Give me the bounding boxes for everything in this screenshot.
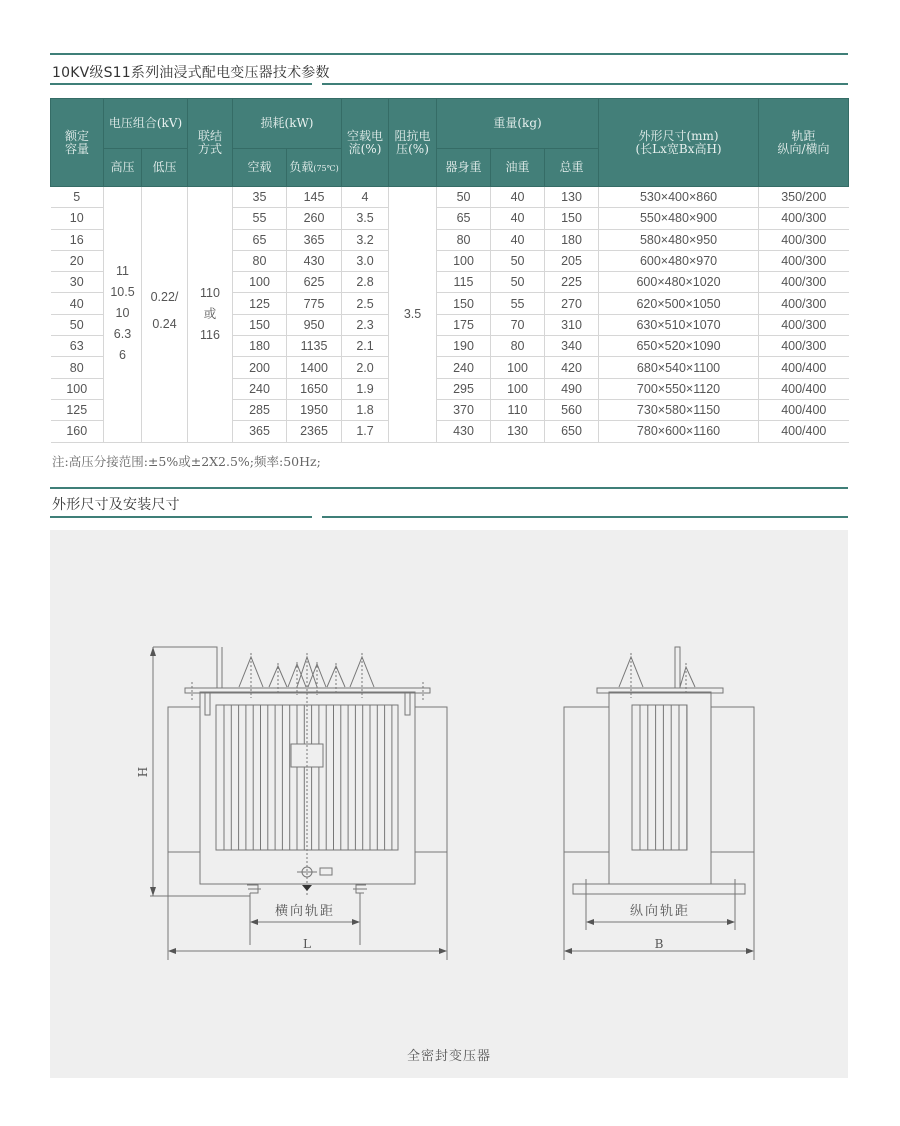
section1-bottom-rule-right — [322, 83, 848, 85]
section2-title: 外形尺寸及安装尺寸 — [52, 497, 180, 513]
header-no-load-current — [342, 99, 389, 187]
cell-body-weight: 65 — [437, 208, 491, 229]
cell-rail: 400/300 — [759, 293, 849, 314]
header-loss: 损耗(kW) — [233, 99, 342, 149]
cell-capacity: 30 — [51, 272, 104, 293]
installation-drawing — [50, 530, 848, 1078]
cell-hv-voltages — [104, 187, 142, 443]
connection-value: 或 — [203, 306, 217, 321]
cell-no-load-loss: 80 — [233, 250, 287, 271]
cell-no-load-loss: 125 — [233, 293, 287, 314]
cell-body-weight: 295 — [437, 378, 491, 399]
front-valve-label — [320, 868, 332, 875]
side-bushing — [680, 667, 695, 687]
footnote: 注:高压分接范围:±5%或±2X2.5%;频率:50Hz; — [52, 454, 321, 469]
cell-dimensions: 650×520×1090 — [599, 336, 759, 357]
header-rail-label: 轨距 — [791, 128, 816, 143]
header-impedance-label: 阻抗电 压(%) — [394, 128, 431, 156]
spec-table-body — [51, 187, 849, 443]
cell-rail: 350/200 — [759, 187, 849, 208]
header-connection — [188, 99, 233, 187]
cell-load-loss: 145 — [287, 187, 342, 208]
front-wheel-right — [353, 885, 367, 893]
table-row — [51, 187, 849, 208]
side-tank — [609, 692, 711, 884]
cell-oil-weight: 40 — [491, 229, 545, 250]
header-impedance — [389, 99, 437, 187]
side-rail-base — [573, 884, 745, 894]
hv-voltage-value: 6.3 — [113, 327, 132, 341]
front-fins — [224, 705, 392, 850]
cell-impedance: 3.5 — [389, 187, 437, 443]
front-right-radiator — [415, 707, 447, 852]
cell-total-weight: 270 — [545, 293, 599, 314]
cell-no-load-current: 2.3 — [342, 314, 389, 335]
section1-title: 10KV级S11系列油浸式配电变压器技术参数 — [52, 65, 330, 81]
front-centerlines — [192, 653, 423, 895]
cell-dimensions: 700×550×1120 — [599, 378, 759, 399]
cell-rail: 400/400 — [759, 421, 849, 442]
cell-capacity: 5 — [51, 187, 104, 208]
cell-total-weight: 490 — [545, 378, 599, 399]
cell-no-load-current: 1.7 — [342, 421, 389, 442]
front-tank — [200, 692, 415, 884]
cell-capacity: 20 — [51, 250, 104, 271]
cell-total-weight: 150 — [545, 208, 599, 229]
header-body-weight: 器身重 — [437, 149, 491, 187]
hv-voltage-value: 6 — [119, 348, 126, 362]
header-no-load-current-label: 空载电 流(%) — [347, 128, 384, 156]
cell-no-load-loss: 55 — [233, 208, 287, 229]
front-wheel-left — [247, 885, 261, 893]
cell-load-loss: 1650 — [287, 378, 342, 399]
front-ground-mark — [302, 885, 312, 891]
cell-no-load-current: 4 — [342, 187, 389, 208]
cell-capacity: 160 — [51, 421, 104, 442]
cell-no-load-current: 2.1 — [342, 336, 389, 357]
cell-load-loss: 365 — [287, 229, 342, 250]
cell-total-weight: 205 — [545, 250, 599, 271]
cell-body-weight: 50 — [437, 187, 491, 208]
cell-capacity: 80 — [51, 357, 104, 378]
cell-load-loss: 1400 — [287, 357, 342, 378]
cell-total-weight: 420 — [545, 357, 599, 378]
cell-capacity: 16 — [51, 229, 104, 250]
cell-connection — [188, 187, 233, 443]
header-lv: 低压 — [142, 149, 188, 187]
cell-rail: 400/300 — [759, 250, 849, 271]
cell-oil-weight: 40 — [491, 187, 545, 208]
hv-voltage-value: 10.5 — [110, 285, 135, 299]
cell-total-weight: 225 — [545, 272, 599, 293]
cell-load-loss: 625 — [287, 272, 342, 293]
header-dimensions-label: 外形尺寸(mm) — [638, 128, 719, 143]
side-right-radiator — [711, 707, 754, 852]
header-load-loss-sub: (75℃) — [313, 163, 339, 173]
cell-body-weight: 100 — [437, 250, 491, 271]
cell-load-loss: 260 — [287, 208, 342, 229]
side-fins — [640, 705, 687, 850]
section2-bottom-rule-right — [322, 516, 848, 518]
cell-body-weight: 430 — [437, 421, 491, 442]
label-l: L — [303, 937, 311, 951]
cell-no-load-current: 2.5 — [342, 293, 389, 314]
section1-top-rule — [50, 53, 848, 55]
header-connection-label: 联结 方式 — [197, 128, 222, 156]
cell-no-load-current: 2.0 — [342, 357, 389, 378]
cell-rail: 400/400 — [759, 357, 849, 378]
cell-rail: 400/400 — [759, 399, 849, 420]
front-lug-left — [205, 693, 210, 715]
cell-capacity: 125 — [51, 399, 104, 420]
cell-no-load-current: 3.2 — [342, 229, 389, 250]
cell-capacity: 100 — [51, 378, 104, 399]
header-oil-weight: 油重 — [491, 149, 545, 187]
cell-body-weight: 80 — [437, 229, 491, 250]
cell-total-weight: 650 — [545, 421, 599, 442]
front-pipe — [153, 647, 217, 688]
header-dimensions-sub: (长Lx宽Bx高H) — [635, 141, 722, 156]
front-nameplate — [291, 744, 323, 767]
cell-load-loss: 1950 — [287, 399, 342, 420]
cell-load-loss: 1135 — [287, 336, 342, 357]
hv-voltage-value: 10 — [115, 306, 130, 320]
cell-body-weight: 115 — [437, 272, 491, 293]
label-h: H — [136, 766, 150, 778]
hv-voltage-value: 11 — [116, 264, 129, 278]
cell-dimensions: 630×510×1070 — [599, 314, 759, 335]
front-left-radiator — [168, 707, 200, 852]
cell-oil-weight: 70 — [491, 314, 545, 335]
cell-no-load-loss: 285 — [233, 399, 287, 420]
cell-total-weight: 310 — [545, 314, 599, 335]
cell-no-load-loss: 35 — [233, 187, 287, 208]
cell-no-load-loss: 180 — [233, 336, 287, 357]
cell-oil-weight: 110 — [491, 399, 545, 420]
cell-load-loss: 950 — [287, 314, 342, 335]
section1-bottom-rule-left — [50, 83, 312, 85]
header-total-weight: 总重 — [545, 149, 599, 187]
label-side-rail: 纵向轨距 — [629, 904, 691, 919]
cell-lv-voltages — [142, 187, 188, 443]
cell-oil-weight: 50 — [491, 250, 545, 271]
cell-oil-weight: 55 — [491, 293, 545, 314]
cell-no-load-loss: 65 — [233, 229, 287, 250]
cell-dimensions: 600×480×970 — [599, 250, 759, 271]
label-front-rail: 横向轨距 — [274, 904, 336, 919]
header-no-load-loss: 空载 — [233, 149, 287, 187]
cell-no-load-loss: 100 — [233, 272, 287, 293]
connection-value: 116 — [200, 327, 220, 342]
side-left-radiator — [564, 707, 609, 852]
cell-body-weight: 175 — [437, 314, 491, 335]
cell-total-weight: 180 — [545, 229, 599, 250]
cell-load-loss: 2365 — [287, 421, 342, 442]
label-b: B — [654, 937, 664, 951]
cell-body-weight: 190 — [437, 336, 491, 357]
cell-dimensions: 530×400×860 — [599, 187, 759, 208]
cell-rail: 400/300 — [759, 336, 849, 357]
cell-rail: 400/300 — [759, 314, 849, 335]
cell-oil-weight: 100 — [491, 378, 545, 399]
lv-voltage-value: 0.22/ — [150, 290, 179, 305]
side-pipe — [675, 647, 680, 688]
section2-top-rule — [50, 487, 848, 489]
cell-total-weight: 340 — [545, 336, 599, 357]
cell-no-load-current: 1.9 — [342, 378, 389, 399]
header-rail-sub: 纵向/横向 — [777, 141, 830, 156]
header-hv: 高压 — [104, 149, 142, 187]
cell-capacity: 10 — [51, 208, 104, 229]
transformer-drawing-svg — [50, 530, 848, 1078]
cell-no-load-current: 2.8 — [342, 272, 389, 293]
drawing-caption: 全密封变压器 — [406, 1049, 491, 1064]
header-weight: 重量(kg) — [437, 99, 599, 149]
lv-voltage-value: 0.24 — [152, 317, 177, 332]
cell-no-load-current: 3.0 — [342, 250, 389, 271]
cell-no-load-current: 3.5 — [342, 208, 389, 229]
cell-rail: 400/300 — [759, 229, 849, 250]
cell-load-loss: 775 — [287, 293, 342, 314]
cell-body-weight: 150 — [437, 293, 491, 314]
section2-bottom-rule-left — [50, 516, 312, 518]
spec-table — [50, 98, 849, 443]
header-load-loss-label: 负载 — [289, 159, 314, 174]
cell-oil-weight: 80 — [491, 336, 545, 357]
header-rated-capacity — [51, 99, 104, 187]
cell-no-load-loss: 365 — [233, 421, 287, 442]
cell-rail: 400/300 — [759, 272, 849, 293]
header-rated-capacity-label: 额定 容量 — [64, 128, 89, 156]
cell-oil-weight: 130 — [491, 421, 545, 442]
cell-dimensions: 780×600×1160 — [599, 421, 759, 442]
header-load-loss — [287, 149, 342, 187]
cell-load-loss: 430 — [287, 250, 342, 271]
cell-dimensions: 730×580×1150 — [599, 399, 759, 420]
cell-body-weight: 240 — [437, 357, 491, 378]
header-dimensions — [599, 99, 759, 187]
cell-body-weight: 370 — [437, 399, 491, 420]
cell-rail: 400/300 — [759, 208, 849, 229]
front-lug-right — [405, 693, 410, 715]
cell-capacity: 40 — [51, 293, 104, 314]
cell-total-weight: 130 — [545, 187, 599, 208]
cell-no-load-loss: 240 — [233, 378, 287, 399]
cell-capacity: 63 — [51, 336, 104, 357]
cell-dimensions: 580×480×950 — [599, 229, 759, 250]
cell-dimensions: 620×500×1050 — [599, 293, 759, 314]
cell-rail: 400/400 — [759, 378, 849, 399]
connection-value: 110 — [200, 285, 220, 300]
cell-oil-weight: 40 — [491, 208, 545, 229]
cell-no-load-current: 1.8 — [342, 399, 389, 420]
cell-dimensions: 600×480×1020 — [599, 272, 759, 293]
header-voltage-combo: 电压组合(kV) — [104, 99, 188, 149]
cell-total-weight: 560 — [545, 399, 599, 420]
cell-oil-weight: 100 — [491, 357, 545, 378]
header-rail — [759, 99, 849, 187]
cell-oil-weight: 50 — [491, 272, 545, 293]
cell-no-load-loss: 150 — [233, 314, 287, 335]
cell-dimensions: 550×480×900 — [599, 208, 759, 229]
cell-capacity: 50 — [51, 314, 104, 335]
cell-dimensions: 680×540×1100 — [599, 357, 759, 378]
cell-no-load-loss: 200 — [233, 357, 287, 378]
